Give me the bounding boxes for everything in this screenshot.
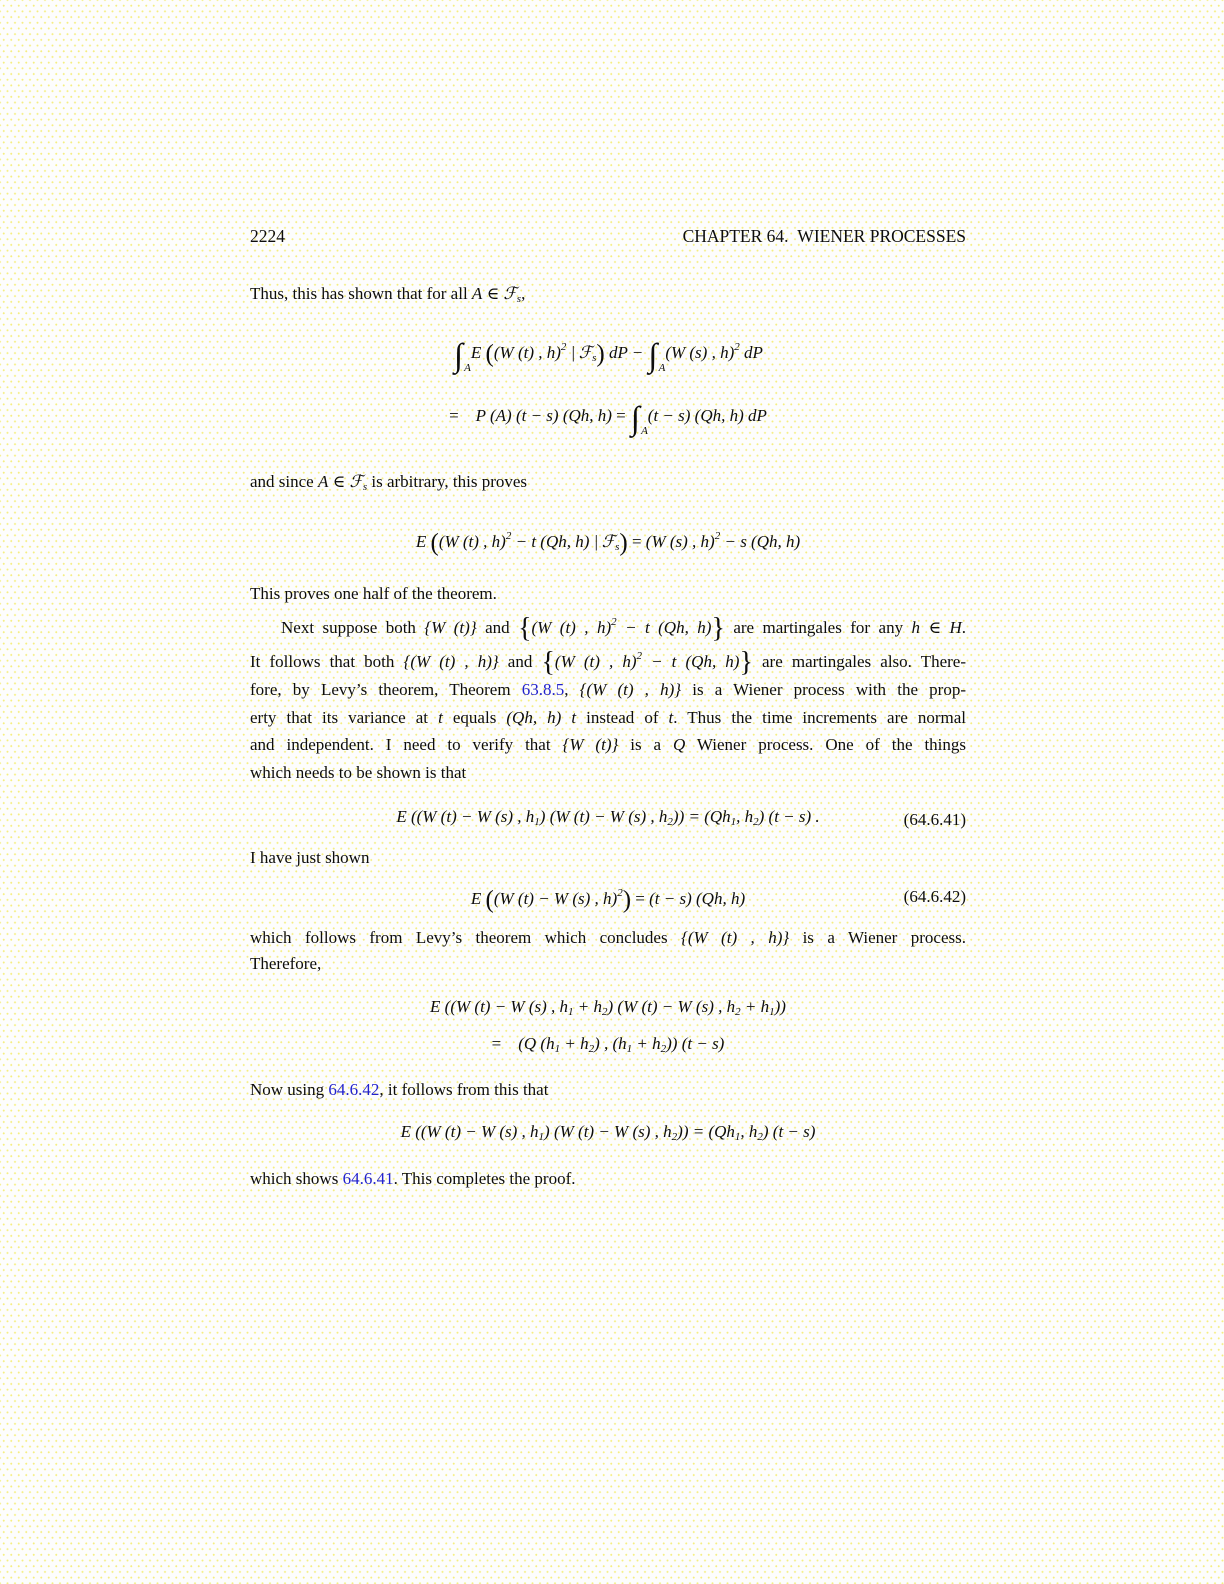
text-run: P (A) (t − s) (Qh, h) bbox=[475, 406, 612, 425]
text-run: , bbox=[564, 680, 580, 699]
text-run: A bbox=[464, 362, 471, 374]
text-line bbox=[250, 609, 966, 643]
text-run: A bbox=[641, 425, 648, 437]
text-run: ( bbox=[485, 340, 494, 368]
equation-number: (64.6.41) bbox=[903, 809, 966, 829]
integral-sign: ∫ bbox=[648, 338, 658, 374]
text-run: is a Wiener process with the prop- bbox=[681, 680, 966, 699]
text-run: E ((W (t) − W (s) , h bbox=[396, 807, 535, 826]
text-run: { bbox=[518, 613, 532, 644]
text-run: , bbox=[521, 284, 526, 303]
text-run: s bbox=[592, 352, 597, 364]
text-run: and bbox=[476, 618, 519, 637]
text-run: (t − s) (Qh, h) bbox=[649, 889, 746, 908]
page-number: 2224 bbox=[250, 226, 285, 246]
display-equation bbox=[250, 873, 966, 921]
text-line bbox=[250, 281, 966, 312]
text-run: { bbox=[541, 646, 555, 678]
text-run: (Q (h bbox=[518, 1033, 555, 1053]
text-run: 1 bbox=[769, 1005, 775, 1018]
text-run: Now using bbox=[250, 1079, 329, 1099]
text-run: )) = (Qh bbox=[672, 807, 731, 826]
text-run: − t (Qh, h) bbox=[642, 651, 740, 671]
text-run: h bbox=[911, 618, 921, 637]
text-run: ∈ bbox=[482, 284, 504, 303]
paragraph bbox=[250, 925, 966, 977]
text-run: 1 bbox=[734, 1130, 741, 1143]
text-run: ( bbox=[485, 886, 494, 914]
text-run: ℱ bbox=[349, 472, 363, 491]
text-run: and bbox=[498, 651, 542, 671]
text-run: (Qh, h) t bbox=[506, 707, 577, 727]
text-run: ∈ bbox=[920, 618, 950, 637]
text-run: = bbox=[491, 1033, 519, 1053]
text-run: ) (W (t) − W (s) , h bbox=[539, 807, 668, 826]
paragraph bbox=[250, 845, 966, 871]
text-run: which needs to be shown is that bbox=[250, 762, 467, 782]
text-run: dP bbox=[739, 343, 763, 362]
text-run: {(W (t) , h)} bbox=[681, 927, 790, 947]
text-line bbox=[250, 731, 966, 759]
text-line bbox=[250, 676, 966, 704]
text-run: 2 bbox=[714, 530, 721, 542]
text-run: 2 bbox=[757, 1130, 763, 1143]
text-run: This proves one half of the theorem. bbox=[250, 584, 497, 603]
integral-sign: ∫ bbox=[454, 338, 464, 374]
text-run: = bbox=[627, 532, 646, 551]
equation-line bbox=[250, 1028, 966, 1065]
display-equation bbox=[250, 802, 966, 837]
text-run: t bbox=[668, 707, 674, 727]
text-run: (t − s) (Qh, h) dP bbox=[647, 406, 767, 425]
paragraph bbox=[250, 581, 966, 607]
text-run: (W (t) − W (s) , h) bbox=[493, 889, 618, 908]
text-run: s bbox=[362, 481, 368, 493]
text-run: 2 bbox=[636, 649, 642, 662]
text-run: 1 bbox=[730, 816, 737, 828]
text-run: − t (Qh, h) bbox=[616, 618, 712, 637]
cross-reference-link[interactable]: 63.8.5 bbox=[521, 680, 565, 699]
equation-number: (64.6.42) bbox=[903, 886, 966, 906]
text-run: 1 bbox=[554, 1042, 561, 1055]
text-run: ) bbox=[619, 529, 628, 557]
text-run: and independent. I need to verify that bbox=[250, 735, 563, 754]
text-run: s bbox=[516, 293, 522, 305]
text-run: dP bbox=[608, 343, 628, 362]
text-run: which shows bbox=[250, 1168, 343, 1188]
text-run: Therefore, bbox=[250, 953, 322, 973]
text-run: | ℱ bbox=[566, 343, 593, 362]
page-header bbox=[250, 225, 966, 247]
text-line bbox=[250, 643, 966, 677]
text-run: 2 bbox=[660, 1042, 667, 1055]
text-run: equals bbox=[442, 707, 507, 727]
text-run: − bbox=[627, 343, 648, 362]
equation-line bbox=[250, 1117, 966, 1152]
text-run: 2 bbox=[617, 887, 623, 899]
text-line bbox=[250, 704, 966, 732]
text-run: are martingales also. There- bbox=[752, 651, 966, 671]
text-run: Thus, this has shown that for all bbox=[250, 284, 472, 303]
text-run: s bbox=[615, 541, 620, 553]
text-line bbox=[250, 1077, 966, 1103]
text-run: ) (W (t) − W (s) , h bbox=[544, 1121, 672, 1141]
chapter-running-head: CHAPTER 64. WIENER PROCESSES bbox=[682, 226, 966, 246]
text-run: I have just shown bbox=[250, 848, 370, 867]
text-run: 2 bbox=[667, 816, 673, 828]
text-run: 2 bbox=[735, 1005, 741, 1018]
text-run: ) (t − s) bbox=[762, 1121, 816, 1141]
text-run: ) (t − s) . bbox=[758, 807, 820, 826]
text-run: , h bbox=[736, 807, 754, 826]
text-run: = bbox=[631, 889, 650, 908]
text-run: . This completes the proof. bbox=[393, 1168, 576, 1188]
text-run: 2 bbox=[671, 1130, 678, 1143]
text-run: is a bbox=[618, 735, 673, 754]
text-line bbox=[250, 759, 966, 787]
text-run: )) bbox=[774, 996, 786, 1016]
text-run: and since bbox=[250, 472, 318, 491]
text-run: A bbox=[317, 472, 329, 491]
cross-reference-link[interactable]: 64.6.42 bbox=[328, 1079, 380, 1099]
display-equation bbox=[250, 324, 966, 455]
page-body bbox=[250, 281, 966, 1192]
equation-line bbox=[250, 324, 966, 392]
text-run: + h bbox=[740, 996, 770, 1016]
paragraph bbox=[250, 469, 966, 500]
text-run: 2 bbox=[505, 530, 512, 542]
text-run: {(W (t) , h)} bbox=[579, 680, 682, 699]
text-run: A bbox=[658, 362, 666, 374]
text-run: 2 bbox=[560, 341, 567, 353]
text-run: fore, by Levy’s theorem, Theorem bbox=[250, 680, 522, 699]
text-run: E bbox=[470, 343, 482, 362]
text-run: (W (t) , h) bbox=[438, 532, 506, 551]
text-run: = bbox=[611, 406, 631, 425]
text-line bbox=[250, 925, 966, 951]
text-run: 1 bbox=[538, 1130, 545, 1143]
text-run: + h bbox=[573, 996, 603, 1016]
text-run: ℱ bbox=[503, 284, 517, 303]
text-run: 1 bbox=[534, 816, 540, 828]
text-line bbox=[250, 581, 966, 607]
text-run: {W (t)} bbox=[424, 618, 477, 637]
cross-reference-link[interactable]: 64.6.41 bbox=[342, 1168, 394, 1188]
text-run: {(W (t) , h)} bbox=[403, 651, 499, 671]
text-run: 1 bbox=[568, 1005, 574, 1018]
text-run: Wiener process. One of the things bbox=[685, 735, 967, 754]
text-line bbox=[250, 1166, 966, 1192]
equation-line bbox=[250, 514, 966, 569]
equation-line bbox=[250, 802, 966, 837]
text-run: = bbox=[449, 406, 476, 425]
text-run: )) = (Qh bbox=[677, 1121, 735, 1141]
text-run: is arbitrary, this proves bbox=[367, 472, 528, 491]
paragraph bbox=[250, 609, 966, 786]
text-run: } bbox=[711, 613, 725, 644]
text-run: . Thus the time increments are normal bbox=[673, 707, 967, 727]
text-run: 2 bbox=[734, 341, 740, 353]
text-run: H bbox=[949, 618, 962, 637]
equation-line bbox=[250, 991, 966, 1028]
paragraph bbox=[250, 1077, 966, 1103]
text-run: 2 bbox=[611, 616, 617, 628]
text-run: erty that its variance at bbox=[250, 707, 439, 727]
text-line bbox=[250, 845, 966, 871]
text-run: )) (t − s) bbox=[666, 1033, 725, 1053]
text-run: + h bbox=[632, 1033, 661, 1053]
equation-line bbox=[250, 873, 966, 921]
text-run: 2 bbox=[602, 1005, 608, 1018]
text-run: ( bbox=[430, 529, 439, 557]
text-run: {W (t)} bbox=[562, 735, 619, 754]
text-run: Q bbox=[673, 735, 686, 754]
text-run: Next suppose both bbox=[281, 618, 425, 637]
text-run: t bbox=[438, 707, 443, 727]
text-run: is a Wiener process. bbox=[789, 927, 966, 947]
text-run: − t (Qh, h) | ℱ bbox=[511, 532, 616, 551]
text-run: ) bbox=[622, 886, 632, 914]
text-run: which follows from Levy’s theorem which concludes bbox=[250, 927, 682, 947]
display-equation bbox=[250, 1117, 966, 1152]
text-run: instead of bbox=[576, 707, 669, 727]
text-run: (W (s) , h) bbox=[665, 343, 735, 362]
text-run: are martingales for any bbox=[724, 618, 912, 637]
text-run: , it follows from this that bbox=[379, 1079, 549, 1099]
text-run: } bbox=[739, 646, 753, 678]
text-run: + h bbox=[560, 1033, 589, 1053]
text-run: E bbox=[415, 532, 427, 551]
text-run: (W (t) , h) bbox=[493, 343, 561, 362]
integral-sign: ∫ bbox=[631, 401, 641, 437]
display-equation bbox=[250, 991, 966, 1065]
equation-line bbox=[250, 392, 966, 455]
text-line bbox=[250, 469, 966, 500]
text-run: (W (t) , h) bbox=[554, 651, 637, 671]
text-run: E bbox=[470, 889, 482, 908]
text-line bbox=[250, 951, 966, 977]
display-equation bbox=[250, 514, 966, 569]
text-run: − s (Qh, h) bbox=[720, 532, 801, 551]
text-run: (W (t) , h) bbox=[531, 618, 612, 637]
text-run: E ((W (t) − W (s) , h bbox=[430, 996, 569, 1016]
paragraph bbox=[250, 281, 966, 312]
text-run: E ((W (t) − W (s) , h bbox=[400, 1121, 539, 1141]
text-run: ) (W (t) − W (s) , h bbox=[607, 996, 736, 1016]
text-run: 2 bbox=[753, 816, 759, 828]
text-run: 2 bbox=[588, 1042, 595, 1055]
text-run: A bbox=[471, 284, 483, 303]
text-run: ) bbox=[596, 340, 605, 368]
text-run: ∈ bbox=[328, 472, 350, 491]
text-run: . bbox=[961, 618, 967, 637]
text-run: , h bbox=[740, 1121, 758, 1141]
text-run: It follows that both bbox=[250, 651, 404, 671]
text-run: ) , (h bbox=[594, 1033, 627, 1053]
paragraph bbox=[250, 1166, 966, 1192]
text-run: (W (s) , h) bbox=[645, 532, 715, 551]
text-run: 1 bbox=[626, 1042, 633, 1055]
